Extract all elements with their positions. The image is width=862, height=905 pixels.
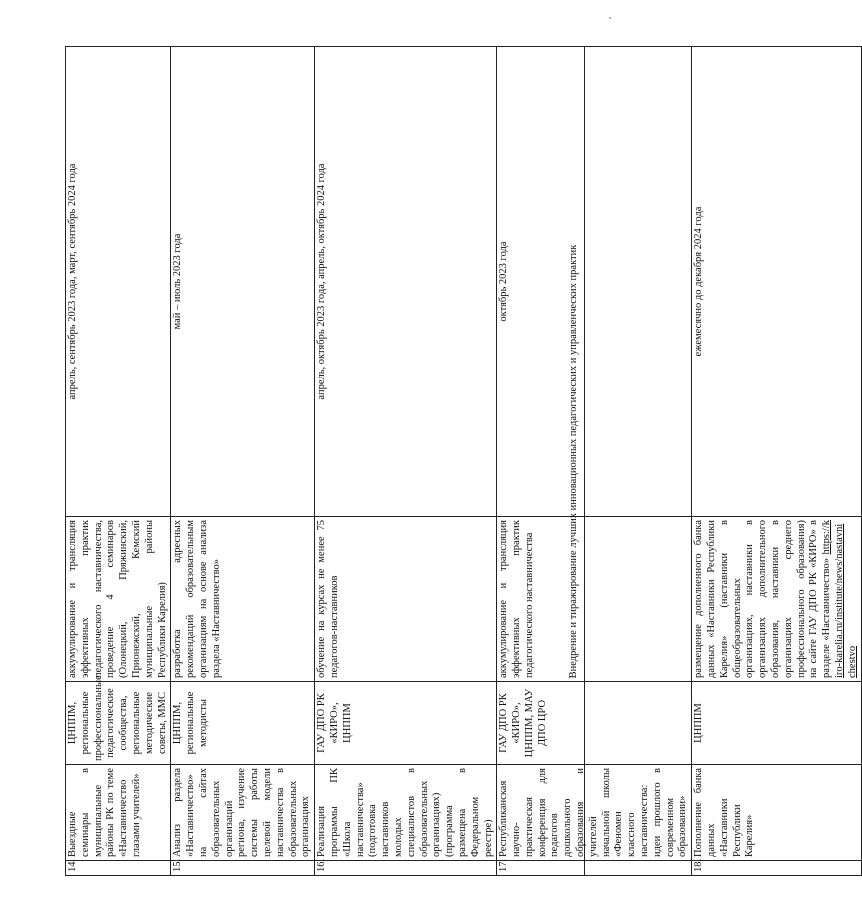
term-cell: май – июль 2023 года [171, 47, 315, 517]
table-row [692, 47, 861, 876]
row-number: 14. [66, 861, 171, 876]
nastavnichestvo-link[interactable]: https://kiro-karelia.ru/institute/news/nastavnichestvo [821, 520, 858, 678]
term-cell: апрель, сентябрь 2023 года, март, сентябрь 2024 года [66, 47, 171, 517]
event-cell: Анализ раздела «Наставничество» на сайтах образовательных организаций региона, изучение системы работы целевой модели наставничества в образовательных организациях [171, 765, 315, 861]
section-divider [584, 47, 585, 876]
rotated-page [65, 47, 858, 876]
event-cell: Пополнение банка данных «Наставники Республики Карелия» [692, 765, 861, 861]
table-row [171, 47, 315, 876]
scan-speck [609, 17, 611, 19]
result-cell: разработка адресных рекомендаций образовательным организациям на основе анализа раздела «Наставничество» [171, 517, 315, 682]
term-cell: апрель, октябрь 2023 года, апрель, октябрь 2024 года [315, 47, 497, 517]
table-row [66, 47, 171, 876]
result-cell: аккумулирование и трансляция эффективных практик педагогического наставничества, проведение 4 семинаров (Олонецкий, Пряжинский, Прионежский, Кемский муниципальные районы Республики Карелия) [66, 517, 171, 682]
table-row [315, 47, 497, 876]
event-cell: Выездные семинары в муниципальные районы РК по теме «Наставничество глазами учителей» [66, 765, 171, 861]
result-cell: аккумулирование и трансляция эффективных практик педагогического наставничества [497, 517, 692, 682]
event-cell: Реализация программы ПК «Школа наставничества» (подготовка наставников молодых специалистов в образовательных организациях) (программа размещена в Федеральном реестре) [315, 765, 497, 861]
result-cell: обучение на курсах не менее 75 педагогов-наставников [315, 517, 497, 682]
table-row [497, 47, 692, 876]
result-text: размещение дополненного банка данных «Наставники Республики Карелия» (наставники в общеобразовательных организациях, наставники в организациях дополнительного образования, наставники в организациях среднего профессионального образования) на сайте ГАУ ДПО РК «КИРО» в разделе «Наставничество» [693, 520, 833, 678]
events-table [65, 46, 862, 876]
row-number: 16. [315, 861, 497, 876]
term-cell: ежемесячно до декабря 2024 года [692, 47, 861, 517]
executors-cell: ГАУ ДПО РК «КИРО», ЦНППМ, МАУ ДПО ЦРО [497, 682, 692, 765]
executors-cell: ЦНППМ [692, 682, 861, 765]
executors-cell: ЦНППМ, региональные профессиональные педагогические сообщества, региональные методические советы, ММС [66, 682, 171, 765]
row-number: 15. [171, 861, 315, 876]
section-heading: Внедрение и тиражирование лучших инновационных педагогических и управленческих практик [568, 244, 579, 679]
result-cell [692, 517, 861, 682]
executors-cell: ЦНППМ, региональные методисты [171, 682, 315, 765]
executors-cell: ГАУ ДПО РК «КИРО», ЦНППМ [315, 682, 497, 765]
event-cell: Республиканская научно-практическая конференция для педагогов дошкольного образования и учителей начальной школы «Феномен классного наставничества: идеи прошлого в современном образовании» [497, 765, 692, 861]
row-number: 18. [692, 861, 861, 876]
row-number: 17. [497, 861, 692, 876]
term-cell: октябрь 2023 года [497, 47, 692, 517]
